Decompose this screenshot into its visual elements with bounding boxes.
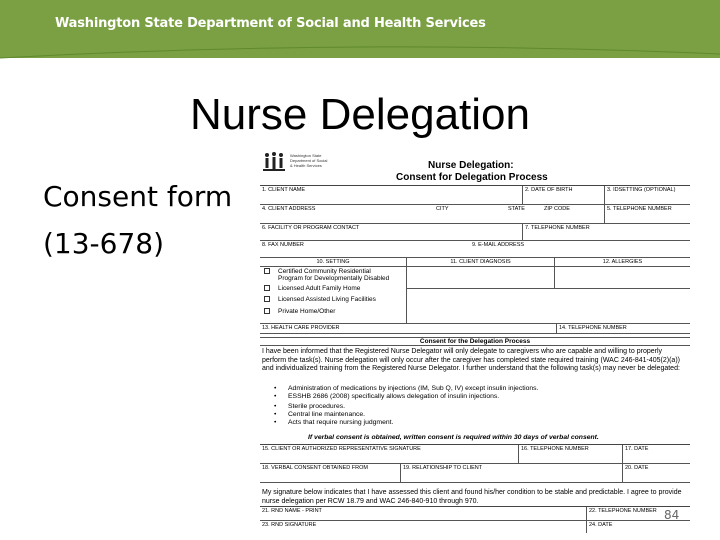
restriction-bullet: • Central line maintenance.: [288, 411, 668, 419]
form-field-label: 19. RELATIONSHIP TO CLIENT: [400, 464, 622, 482]
subtitle-line-1: Consent form: [43, 180, 233, 213]
restriction-bullet: • Administration of medications by injections (IM, Sub Q, IV) except insulin injections.: [288, 385, 668, 393]
form-field-label: 10. SETTING: [316, 259, 350, 265]
form-field-label: 2. DATE OF BIRTH: [522, 186, 604, 204]
form-field-label: 15. CLIENT OR AUTHORIZED REPRESENTATIVE SIGNATURE: [262, 446, 421, 452]
consent-section-heading: Consent for the Delegation Process: [260, 337, 690, 346]
restriction-bullet: • ESSHB 2686 (2008) specifically allows delegation of insulin injections.: [288, 393, 668, 401]
form-row: [260, 186, 690, 205]
form-field-label: 5. TELEPHONE NUMBER: [604, 205, 690, 223]
restriction-bullet: • Acts that require nursing judgment.: [288, 419, 668, 427]
form-field-label: 14. TELEPHONE NUMBER: [556, 324, 690, 333]
form-field-label: 24. DATE: [586, 521, 690, 533]
form-row-setting: [260, 258, 690, 324]
form-field-label: 17. DATE: [622, 445, 690, 463]
form-field-label: 23. RND SIGNATURE: [262, 522, 317, 528]
form-field-label: 18. VERBAL CONSENT OBTAINED FROM: [262, 465, 368, 471]
form-field-label: 16. TELEPHONE NUMBER: [518, 445, 622, 463]
setting-option: Private Home/Other: [264, 308, 335, 315]
form-row: [260, 241, 690, 258]
form-title-line-2: Consent for Delegation Process: [396, 172, 548, 183]
form-field-label: 21. RND NAME - PRINT: [262, 508, 322, 514]
form-field-label: 20. DATE: [622, 464, 690, 482]
form-row: [260, 507, 690, 521]
banner-curve-decoration: [0, 40, 720, 66]
rn-signature-grid: [260, 506, 690, 533]
form-row: [260, 205, 690, 224]
restriction-bullet: • Sterile procedures.: [288, 403, 668, 411]
form-title-line-1: Nurse Delegation:: [428, 160, 514, 171]
rn-statement: My signature below indicates that I have assessed this client and found his/her condition to be stable and predictable. I agree to provide nurse delegation per RCW 18.79 and WAC 246-840-910 through 970.: [262, 489, 682, 505]
form-field-label: 13. HEALTH CARE PROVIDER: [262, 325, 340, 331]
verbal-consent-note: If verbal consent is obtained, written consent is required within 30 days of verbal consent.: [308, 434, 599, 441]
form-field-label: 6. FACILITY OR PROGRAM CONTACT: [262, 225, 360, 231]
form-field-label: 8. FAX NUMBER: [262, 242, 304, 248]
form-field-label: 9. E-MAIL ADDRESS: [472, 242, 525, 248]
form-field-label: 7. TELEPHONE NUMBER: [522, 224, 690, 240]
page-number: 84: [664, 508, 680, 522]
consent-form-image: [258, 145, 691, 533]
setting-option-continued: Program for Developmentally Disabled: [278, 275, 390, 282]
form-field-label: STATE: [508, 206, 525, 212]
form-field-label: 3. IDSETTING (OPTIONAL): [604, 186, 690, 204]
setting-option: Licensed Assisted Living Facilities: [264, 296, 376, 303]
form-field-label: 1. CLIENT NAME: [262, 187, 305, 193]
form-row: [260, 324, 690, 334]
form-row: [260, 445, 690, 464]
form-field-label: 12. ALLERGIES: [554, 258, 690, 266]
form-field-label: ZIP CODE: [544, 206, 570, 212]
form-field-label: 11. CLIENT DIAGNOSIS: [406, 258, 554, 266]
form-agency-name: Washington State Department of Social & Health Services: [290, 153, 328, 168]
form-row: [260, 224, 690, 241]
consent-paragraph: I have been informed that the Registered Nurse Delegator will only delegate to caregivers who are capable and willing to properly perform the task(s). Nurse delegation will only occur after the caregiver has completed state required training (WAC 246-841-405(2)(a)) and individualized training from the Registered Nurse Delegator. I further understand that the following task(s) may never be delegated:: [262, 348, 680, 372]
banner-title: Washington State Department of Social and Health Services: [55, 16, 486, 31]
form-field-label: 4. CLIENT ADDRESS: [262, 206, 316, 212]
slide-title: Nurse Delegation: [190, 90, 530, 139]
form-field-label: 22. TELEPHONE NUMBER: [586, 507, 690, 520]
setting-option: Licensed Adult Family Home: [264, 285, 360, 292]
dshs-logo-icon: [262, 151, 286, 173]
subtitle-line-2: (13-678): [43, 227, 165, 260]
form-fields-grid: [260, 185, 690, 340]
setting-option: Certified Community Residential: [264, 268, 371, 275]
form-field-label: CITY: [436, 206, 449, 212]
signature-grid: [260, 444, 690, 482]
form-row: [260, 464, 690, 483]
form-row: [260, 521, 690, 533]
